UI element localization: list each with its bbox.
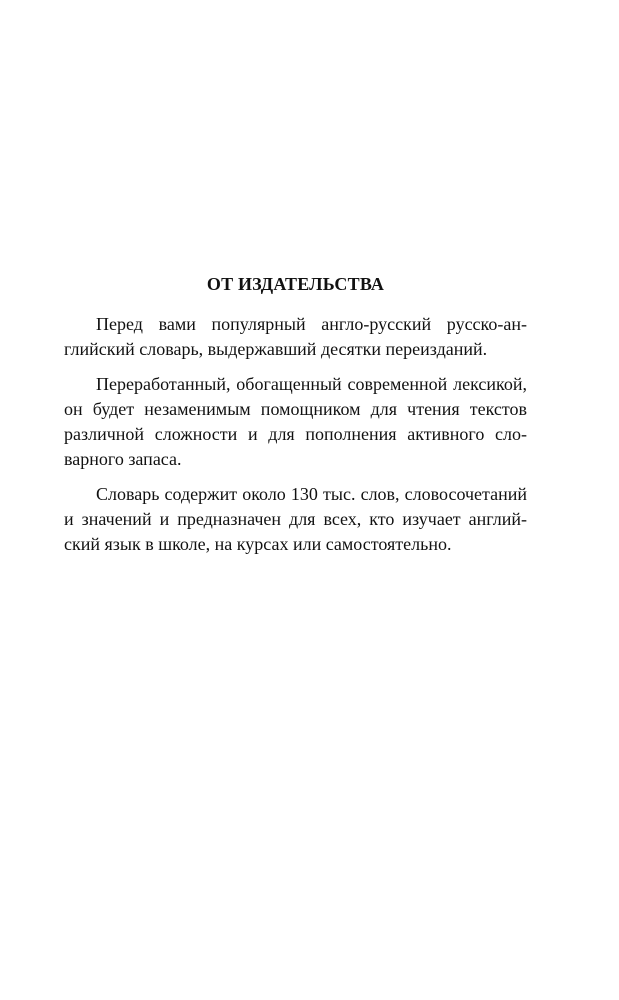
page-title: ОТ ИЗДАТЕЛЬСТВА (206, 274, 385, 294)
text-line: глийский словарь, выдержавший десятки переизданий. (64, 339, 488, 359)
text-line: он будет незаменимым помощником для чтения текстов (64, 399, 527, 419)
text-line: Словарь содержит около 130 тыс. слов, словосочетаний (96, 484, 527, 504)
text-line: различной сложности и для пополнения активного сло- (64, 424, 527, 444)
text-line: Переработанный, обогащенный современной лексикой, (96, 374, 527, 394)
paragraph (64, 372, 527, 472)
text-line: варного запаса. (64, 449, 182, 469)
text-line: Перед вами популярный англо-русский русско-ан- (96, 314, 527, 334)
text-line: ский язык в школе, на курсах или самостоятельно. (64, 534, 452, 554)
paragraph (64, 482, 527, 557)
publisher-note (64, 270, 527, 567)
text-line: и значений и предназначен для всех, кто изучает англий- (64, 509, 527, 529)
paragraph (64, 312, 527, 362)
